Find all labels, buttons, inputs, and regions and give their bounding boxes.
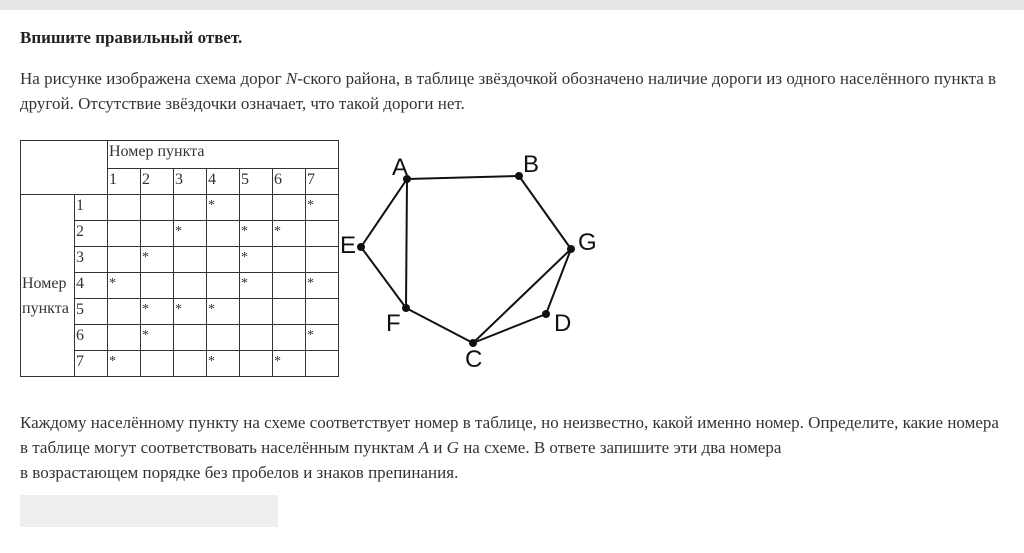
table-cell: * [273,221,306,247]
table-cell: * [141,247,174,273]
row-number: 4 [75,273,108,299]
table-cell: * [141,325,174,351]
column-number: 1 [108,169,141,195]
table-cell [273,273,306,299]
table-cell [141,273,174,299]
column-header: Номер пункта [108,141,339,169]
table-cell: * [306,273,339,299]
column-number: 4 [207,169,240,195]
graph-label-D: D [554,310,572,337]
column-number: 3 [174,169,207,195]
column-number: 5 [240,169,273,195]
table-corner [21,141,108,195]
table-cell [207,221,240,247]
row-number: 7 [75,351,108,377]
graph-label-G: G [578,229,597,256]
graph-label-B: B [523,151,540,178]
graph-edge-A-F [406,179,407,308]
graph-edge-G-D [546,249,571,314]
table-cell: * [306,195,339,221]
table-cell [108,325,141,351]
column-number: 7 [306,169,339,195]
table-cell [240,299,273,325]
table-cell: * [207,351,240,377]
table-cell [207,273,240,299]
table-cell: * [141,299,174,325]
graph-edge-B-G [519,176,571,249]
graph-label-E: E [340,232,357,259]
table-cell [273,325,306,351]
table-cell [108,247,141,273]
table-cell: * [174,299,207,325]
graph-edge-D-C [473,314,546,343]
row-number: 3 [75,247,108,273]
row-number: 2 [75,221,108,247]
table-cell [273,247,306,273]
intro-text: На рисунке изображена схема дорог N-ского района, в таблице звёздочкой обозначено наличие дороги из одного населённого пункта в другой. Отсутствие звёздочки означает, что такой дороги нет. [20,69,997,113]
table-cell [141,221,174,247]
answer-input[interactable] [20,495,278,527]
graph-label-C: C [465,346,483,373]
row-number: 6 [75,325,108,351]
graph-edge-A-B [407,176,519,179]
row-number: 1 [75,195,108,221]
graph-edge-C-F [406,308,473,343]
row-number: 5 [75,299,108,325]
table-cell [108,299,141,325]
table-cell [207,325,240,351]
table-cell [240,325,273,351]
graph-node-G [567,245,575,253]
table-cell [108,195,141,221]
row-header: Номер пункта [21,195,75,377]
table-cell [207,247,240,273]
graph-label-A: A [392,154,409,181]
table-cell: * [240,221,273,247]
adjacency-table [20,140,339,377]
table-cell: * [240,247,273,273]
table-cell: * [108,273,141,299]
table-cell: * [273,351,306,377]
graph-node-B [515,172,523,180]
table-cell [273,299,306,325]
table-cell [174,325,207,351]
table-cell [240,195,273,221]
graph-node-F [402,304,410,312]
task-title: Впишите правильный ответ. [20,28,243,47]
table-cell [108,221,141,247]
table-cell [240,351,273,377]
table-cell [174,195,207,221]
graph-edge-E-A [361,179,407,247]
table-cell: * [207,299,240,325]
column-number: 6 [273,169,306,195]
table-cell: * [174,221,207,247]
table-cell [141,195,174,221]
table-cell: * [108,351,141,377]
table-cell: * [207,195,240,221]
graph-node-E [357,243,365,251]
road-graph [330,145,610,375]
graph-edge-F-E [361,247,406,308]
table-cell [174,273,207,299]
table-cell: * [240,273,273,299]
column-number: 2 [141,169,174,195]
top-bar [0,0,1024,10]
table-cell: * [306,325,339,351]
graph-label-F: F [386,310,401,337]
table-cell [174,351,207,377]
question-text: Каждому населённому пункту на схеме соответствует номер в таблице, но неизвестно, какой именно номер. Определите, какие номера в таблице могут соответствовать населённым пунктам A и G на схеме. В ответе запишите эти два номера в возрастающем порядке без пробелов и знаков препинания. [20,413,999,482]
graph-node-D [542,310,550,318]
table-cell [141,351,174,377]
table-cell [174,247,207,273]
table-row [21,195,339,221]
table-cell [273,195,306,221]
